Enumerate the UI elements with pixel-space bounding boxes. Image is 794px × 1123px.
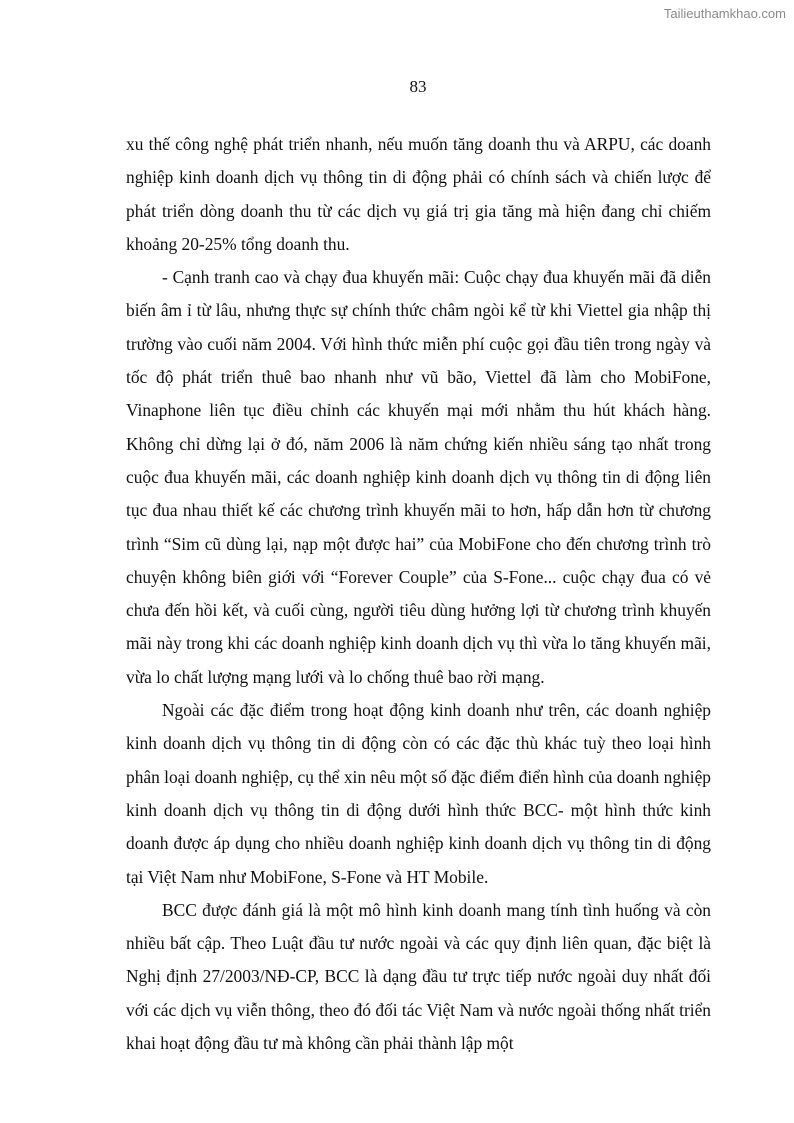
watermark-text: Tailieuthamkhao.com [663, 6, 786, 21]
paragraph-3: Ngoài các đặc điểm trong hoạt động kinh doanh như trên, các doanh nghiệp kinh doanh dịch vụ thông tin di động còn có các đặc thù khác tuỳ theo loại hình phân loại doanh nghiệp, cụ thể xin nêu một số đặc điểm điển hình của doanh nghiệp kinh doanh dịch vụ thông tin di động dưới hình thức BCC- một hình thức kinh doanh được áp dụng cho nhiều doanh nghiệp kinh doanh dịch vụ thông tin di động tại Việt Nam như MobiFone, S-Fone và HT Mobile. [126, 700, 711, 887]
paragraph-2: - Cạnh tranh cao và chạy đua khuyến mãi: Cuộc chạy đua khuyến mãi đã diễn biến âm ỉ từ lâu, nhưng thực sự chính thức châm ngòi kể từ khi Viettel gia nhập thị trường vào cuối năm 2004. Với hình thức miễn phí cuộc gọi đầu tiên trong ngày và tốc độ phát triển thuê bao nhanh như vũ bão, Viettel đã làm cho MobiFone, Vinaphone liên tục điều chỉnh các khuyến mại mới nhằm thu hút khách hàng. Không chỉ dừng lại ở đó, năm 2006 là năm chứng kiến nhiều sáng tạo nhất trong cuộc đua khuyến mãi, các doanh nghiệp kinh doanh dịch vụ thông tin di động liên tục đua nhau thiết kế các chương trình khuyến mãi to hơn, hấp dẫn hơn từ chương trình “Sim cũ dùng lại, nạp một được hai” của MobiFone cho đến chương trình trò chuyện không biên giới với “Forever Couple” của S-Fone... cuộc chạy đua có vẻ chưa đến hồi kết, và cuối cùng, người tiêu dùng hưởng lợi từ chương trình khuyến mãi này trong khi các doanh nghiệp kinh doanh dịch vụ thì vừa lo tăng khuyến mãi, vừa lo chất lượng mạng lưới và lo chống thuê bao rời mạng. [126, 267, 711, 687]
paragraph-4: BCC được đánh giá là một mô hình kinh doanh mang tính tình huống và còn nhiều bất cập. Theo Luật đầu tư nước ngoài và các quy định liên quan, đặc biệt là Nghị định 27/2003/NĐ-CP, BCC là dạng đầu tư trực tiếp nước ngoài duy nhất đối với các dịch vụ viễn thông, theo đó đối tác Việt Nam và nước ngoài thống nhất triển khai hoạt động đầu tư mà không cần phải thành lập một [126, 899, 711, 1054]
document-body [126, 128, 711, 1060]
paragraph-1: xu thế công nghệ phát triển nhanh, nếu muốn tăng doanh thu và ARPU, các doanh nghiệp kinh doanh dịch vụ thông tin di động phải có chính sách và chiến lược để phát triển dòng doanh thu từ các dịch vụ giá trị gia tăng mà hiện đang chỉ chiếm khoảng 20-25% tổng doanh thu. [126, 134, 711, 254]
page-number: 83 [409, 77, 427, 96]
